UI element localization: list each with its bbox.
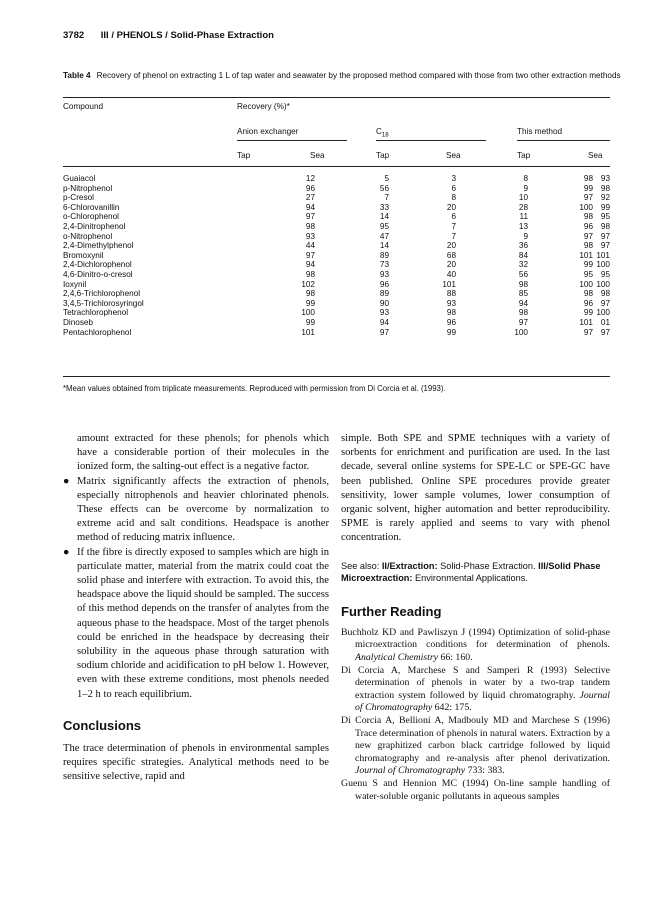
recovery-value: 89	[379, 289, 389, 299]
recovery-value: 9	[523, 183, 528, 193]
recovery-value: 101	[579, 250, 593, 260]
table-label: Table 4	[63, 71, 91, 80]
recovery-value: 99	[446, 327, 456, 337]
reference-item: Di Corcia A, Bellioni A, Madbouly MD and Marchese S (1996) Trace determination of phenols in natural waters. Extraction by a new graphitized carbon black cartridge followed by liquid chromatography and re-analysis after phenol derivatization. Journal of Chromatography 733: 383.	[341, 714, 610, 777]
table-bottom-rule	[63, 376, 610, 377]
compound-header: Compound	[63, 102, 104, 111]
recovery-value: 27	[305, 193, 315, 203]
table-row	[63, 318, 610, 328]
recovery-value: 13	[518, 221, 528, 231]
method-group-rule-3	[517, 140, 610, 141]
recovery-value: 98	[600, 183, 610, 193]
recovery-value: 98	[600, 221, 610, 231]
table-row	[63, 251, 610, 261]
recovery-value: 90	[379, 298, 389, 308]
recovery-value: 01	[600, 317, 610, 327]
table-row	[63, 184, 610, 194]
sub-header-sea-1: Sea	[310, 151, 325, 160]
table-row	[63, 241, 610, 251]
recovery-value: 94	[379, 317, 389, 327]
recovery-value: 100	[579, 202, 593, 212]
recovery-value: 95	[600, 269, 610, 279]
compound-name: 3,4,5-Trichlorosyringol	[63, 298, 144, 308]
recovery-value: 98	[600, 289, 610, 299]
recovery-value: 99	[305, 317, 315, 327]
recovery-value: 97	[600, 298, 610, 308]
recovery-value: 97	[305, 250, 315, 260]
reference-item: Di Corcia A, Marchese S and Samperi R (1993) Selective determination of phenols in water by a two-trap tandem extraction system followed by liquid chromatography. Journal of Chromatography 642: 175.	[341, 664, 610, 714]
table-row	[63, 212, 610, 222]
recovery-value: 36	[518, 241, 528, 251]
method-group-rule-1	[237, 140, 347, 141]
conclusions-heading: Conclusions	[63, 717, 142, 733]
recovery-value: 9	[523, 231, 528, 241]
recovery-value: 84	[518, 250, 528, 260]
table-body	[63, 174, 610, 337]
recovery-value: 14	[379, 212, 389, 222]
running-head	[63, 30, 274, 41]
recovery-value: 98	[305, 289, 315, 299]
recovery-value: 99	[583, 183, 593, 193]
table-row	[63, 308, 610, 318]
table-row	[63, 260, 610, 270]
sub-header-tap-2: Tap	[376, 151, 390, 160]
recovery-value: 20	[446, 260, 456, 270]
recovery-value: 44	[305, 241, 315, 251]
table-row	[63, 299, 610, 309]
conclusions-paragraph: The trace determination of phenols in environmental samples requires specific strategies. Analytical methods need to be sensitive selective, rapid and	[63, 743, 329, 783]
compound-name: o-Chlorophenol	[63, 212, 119, 222]
recovery-value: 47	[379, 231, 389, 241]
recovery-value: 85	[518, 289, 528, 299]
recovery-value: 97	[600, 327, 610, 337]
sub-header-tap-1: Tap	[237, 151, 251, 160]
see-also-link-2[interactable]: III/Solid Phase Microextraction:	[341, 560, 601, 584]
recovery-value: 98	[583, 174, 593, 183]
recovery-value: 73	[379, 260, 389, 270]
recovery-value: 96	[379, 279, 389, 289]
recovery-value: 93	[379, 269, 389, 279]
reference-item: Guenu S and Hennion MC (1994) On-line sample handling of water-soluble organic pollutants in aqueous samples	[341, 777, 610, 802]
recovery-value: 98	[583, 241, 593, 251]
recovery-value: 98	[305, 269, 315, 279]
recovery-value: 56	[379, 183, 389, 193]
recovery-value: 88	[446, 289, 456, 299]
compound-name: o-Nitrophenol	[63, 231, 113, 241]
recovery-value: 5	[384, 174, 389, 183]
compound-name: Bromoxynil	[63, 250, 104, 260]
recovery-value: 97	[600, 241, 610, 251]
recovery-value: 98	[305, 221, 315, 231]
table-top-rule	[63, 97, 610, 98]
recovery-value: 89	[379, 250, 389, 260]
recovery-value: 100	[301, 308, 315, 318]
recovery-value: 28	[518, 202, 528, 212]
recovery-value: 96	[583, 221, 593, 231]
recovery-value: 100	[514, 327, 528, 337]
recovery-value: 94	[305, 260, 315, 270]
table-caption	[63, 70, 623, 81]
bullet-icon: ●	[63, 475, 70, 487]
recovery-value: 99	[583, 260, 593, 270]
recovery-value: 56	[518, 269, 528, 279]
recovery-value: 102	[301, 279, 315, 289]
recovery-value: 7	[451, 231, 456, 241]
sub-header-tap-3: Tap	[517, 151, 531, 160]
recovery-value: 100	[596, 260, 610, 270]
recovery-value: 94	[518, 298, 528, 308]
recovery-value: 6	[451, 212, 456, 222]
intro-paragraph: amount extracted for these phenols; for phenols which have a considerable portion of their molecules in the ionized form, the salting-out effect is a negative factor.	[77, 433, 329, 473]
recovery-value: 20	[446, 241, 456, 251]
recovery-value: 98	[583, 212, 593, 222]
reference-item: Buchholz KD and Pawliszyn J (1994) Optimization of solid-phase microextraction conditions for determination of phenols. Analytical Chemistry 66: 160.	[341, 626, 610, 664]
recovery-value: 96	[446, 317, 456, 327]
recovery-value: 8	[523, 174, 528, 183]
recovery-value: 100	[596, 308, 610, 318]
recovery-value: 101	[301, 327, 315, 337]
recovery-value: 97	[518, 317, 528, 327]
table-row	[63, 289, 610, 299]
compound-name: 2,4-Dimethylphenol	[63, 241, 134, 251]
recovery-value: 3	[451, 174, 456, 183]
table-row	[63, 174, 610, 184]
journal-name: Analytical Chemistry	[355, 652, 438, 664]
compound-name: 2,4-Dichlorophenol	[63, 260, 132, 270]
running-title: III / PHENOLS / Solid-Phase Extraction	[100, 30, 274, 41]
sub-header-sea-2: Sea	[446, 151, 461, 160]
see-also-link-1[interactable]: II/Extraction:	[381, 560, 438, 571]
recovery-value: 97	[600, 231, 610, 241]
compound-name: 4,6-Dinitro-o-cresol	[63, 269, 133, 279]
recovery-value: 99	[583, 308, 593, 318]
recovery-value: 96	[583, 298, 593, 308]
bullet-item: ● If the fibre is directly exposed to samples which are high in particulate matter, material from the matrix could coat the solid phase and interfere with extraction. To avoid this, the headspace above the liquid should be sampled. The success of this method depends on the transfer of analytes from the aqueous phase to the headspace. Most of the target phenols could be enriched in the headspace by decreasing their solubility in the aqueous phase through saturation with sodium chloride and acidification to pH below 1. However, even with these extreme conditions, most phenols needed 1–2 h to reach equilibrium.	[63, 546, 329, 700]
header-bottom-rule	[63, 166, 610, 167]
recovery-value: 98	[583, 289, 593, 299]
further-reading-heading: Further Reading	[341, 603, 442, 619]
recovery-value: 95	[379, 221, 389, 231]
recovery-value: 40	[446, 269, 456, 279]
recovery-value: 98	[518, 308, 528, 318]
compound-name: 6-Chlorovanillin	[63, 202, 120, 212]
reference-list	[341, 627, 610, 803]
recovery-value: 33	[379, 202, 389, 212]
recovery-value: 10	[518, 193, 528, 203]
recovery-value: 93	[305, 231, 315, 241]
method-group-rule-2	[376, 140, 486, 141]
table-row	[63, 232, 610, 242]
journal-name: Journal of Chromatography	[355, 765, 466, 777]
recovery-value: 68	[446, 250, 456, 260]
recovery-value: 8	[451, 193, 456, 203]
recovery-value: 101	[579, 317, 593, 327]
table-row	[63, 193, 610, 203]
method-anion-exchanger: Anion exchanger	[237, 127, 299, 136]
recovery-value: 97	[583, 327, 593, 337]
table-caption-text: Recovery of phenol on extracting 1 L of tap water and seawater by the proposed method compared with those from two other extraction methods	[96, 71, 621, 80]
recovery-value: 94	[305, 202, 315, 212]
compound-name: Ioxynil	[63, 279, 87, 289]
recovery-value: 7	[451, 221, 456, 231]
recovery-value: 99	[305, 298, 315, 308]
recovery-value: 95	[583, 269, 593, 279]
sub-header-sea-3: Sea	[588, 151, 603, 160]
recovery-value: 97	[583, 231, 593, 241]
recovery-value: 7	[384, 193, 389, 203]
recovery-value: 97	[305, 212, 315, 222]
recovery-header: Recovery (%)*	[237, 102, 290, 111]
recovery-value: 93	[600, 174, 610, 183]
compound-name: Tetrachlorophenol	[63, 308, 129, 318]
recovery-value: 96	[305, 183, 315, 193]
recovery-value: 14	[379, 241, 389, 251]
recovery-value: 101	[442, 279, 456, 289]
compound-name: 2,4,6-Trichlorophenol	[63, 289, 141, 299]
recovery-value: 97	[379, 327, 389, 337]
recovery-value: 100	[596, 279, 610, 289]
recovery-value: 20	[446, 202, 456, 212]
recovery-value: 98	[446, 308, 456, 318]
compound-name: Dinoseb	[63, 317, 94, 327]
recovery-value: 99	[600, 202, 610, 212]
summary-paragraph: simple. Both SPE and SPME techniques with a variety of sorbents for enrichment and purification are used. In the last decade, several online systems for SPE-LC or SPE-GC have been published. Online SPE procedures provide greater sensitivity, lower sample volumes, lower consumption of organic solvent, higher automation and better reproducibility. SPME is rarely applied and seems to vary with phenol concentration.	[341, 433, 610, 544]
table-row	[63, 203, 610, 213]
table-footnote: *Mean values obtained from triplicate measurements. Reproduced with permission from Di Corcia et al. (1993).	[63, 384, 446, 393]
table-row	[63, 270, 610, 280]
recovery-value: 6	[451, 183, 456, 193]
table-row	[63, 222, 610, 232]
see-also: See also: II/Extraction: Solid-Phase Extraction. III/Solid Phase Microextraction: Environmental Applications.	[341, 560, 601, 584]
recovery-value: 12	[305, 174, 315, 183]
recovery-value: 11	[519, 212, 528, 222]
page-number: 3782	[63, 30, 85, 41]
recovery-value: 100	[579, 279, 593, 289]
compound-name: Guaiacol	[63, 174, 96, 183]
compound-name: p-Cresol	[63, 193, 94, 203]
method-this-method: This method	[517, 127, 563, 136]
bullet-icon: ●	[63, 546, 70, 558]
bullet-item: ● Matrix significantly affects the extraction of phenols, especially nitrophenols and heavier chlorinated phenols. These effects can be overcome by normalization to extreme acid and salt conditions. Headspace is another method of reducing matrix influence.	[63, 475, 329, 544]
recovery-value: 97	[583, 193, 593, 203]
recovery-value: 95	[600, 212, 610, 222]
recovery-value: 93	[379, 308, 389, 318]
journal-name: Journal of Chromatography	[355, 689, 610, 714]
recovery-value: 98	[518, 279, 528, 289]
method-c18: $C_{18}$	[376, 127, 389, 139]
recovery-table	[63, 174, 610, 337]
compound-name: p-Nitrophenol	[63, 183, 113, 193]
right-column	[341, 432, 610, 803]
compound-name: Pentachlorophenol	[63, 327, 132, 337]
recovery-value: 32	[518, 260, 528, 270]
compound-name: 2,4-Dinitrophenol	[63, 221, 126, 231]
table-row	[63, 280, 610, 290]
recovery-value: 92	[600, 193, 610, 203]
recovery-value: 101	[596, 250, 610, 260]
recovery-value: 93	[446, 298, 456, 308]
table-row	[63, 328, 610, 338]
left-column	[63, 432, 329, 785]
